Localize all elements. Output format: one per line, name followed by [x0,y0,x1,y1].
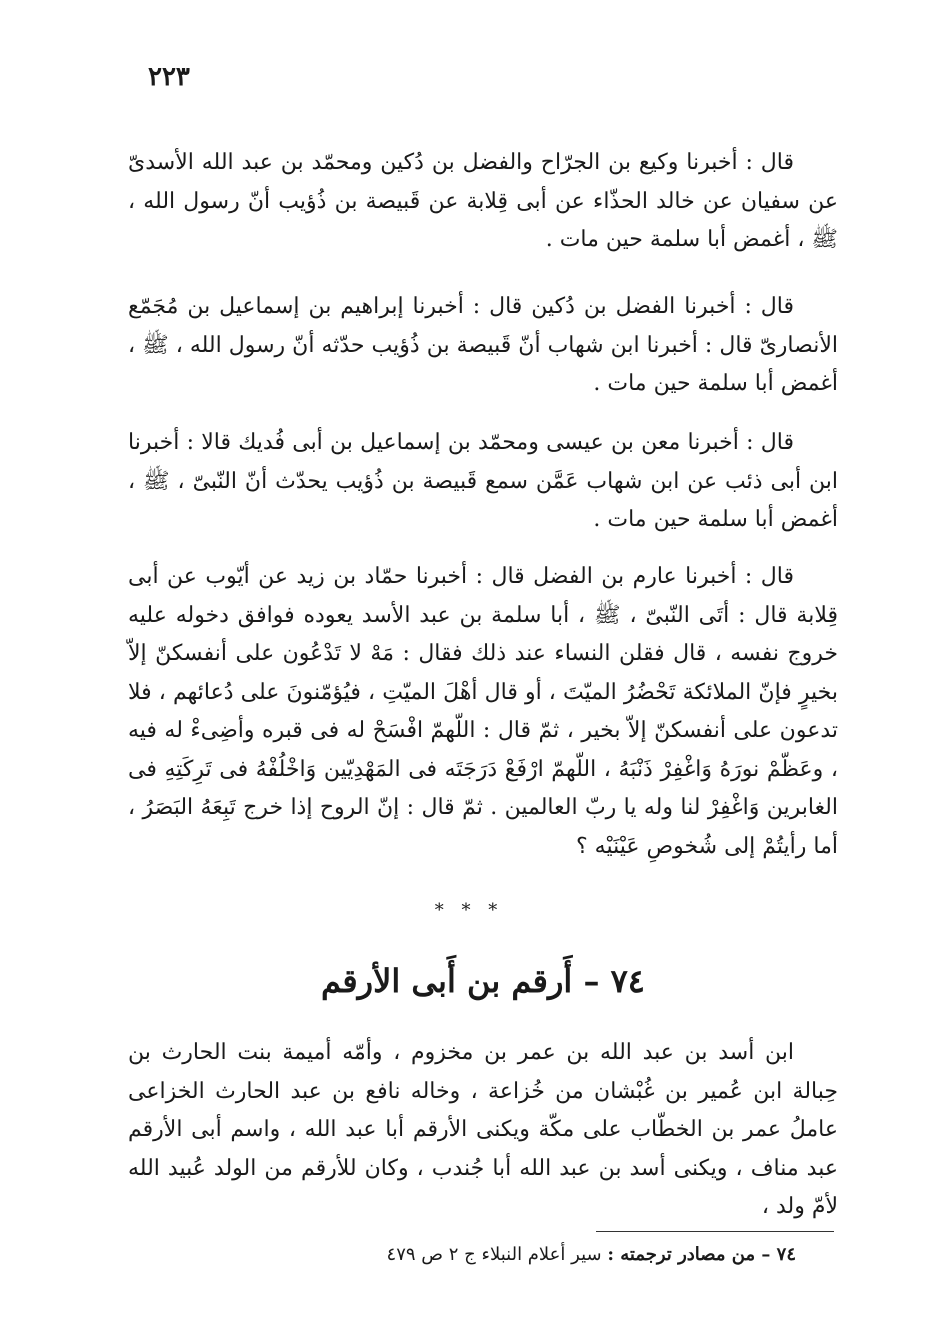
paragraph-2 [128,288,838,404]
section-separator: * * * [434,900,504,921]
footnote [128,1240,796,1270]
paragraph-4 [128,558,838,866]
paragraph-3-text: قال : أخبرنا معن بن عيسى ومحمّد بن إسماعيل بن أبى فُديك قالا : أخبرنا ابن أبى ذئب عن ابن شهاب عَمَّن سمع قَبيصة بن ذُؤيب يحدّث أنّ النّبىّ ، ﷺ ، أغمض أبا سلمة حين مات . [128,430,838,532]
section-paragraph [128,1034,838,1227]
footnote-label: ٧٤ – من مصادر ترجمته : [607,1244,796,1265]
paragraph-1 [128,144,838,260]
page-number: ٢٢٣ [148,62,190,92]
paragraph-2-text: قال : أخبرنا الفضل بن دُكين قال : أخبرنا إبراهيم بن إسماعيل بن مُجَمّع الأنصارىّ قال : أخبرنا ابن شهاب أنّ قَبيصة بن ذُؤيب حدّثه أنّ رسول الله ، ﷺ ، أغمض أبا سلمة حين مات . [128,294,838,396]
paragraph-4-text: قال : أخبرنا عارم بن الفضل قال : أخبرنا حمّاد بن زيد عن أيّوب عن أبى قِلابة قال : أتَى النّبىّ ، ﷺ ، أبا سلمة بن عبد الأسد يعوده فوافق دخوله عليه خروج نفسه ، قال فقلن النساء عند ذلك فقال : مَهْ لا تَدْعُون على أنفسكنّ إلاّ بخيرٍ فإنّ الملائكة تَحْضُرُ الميّتَ ، أو قال أهْلَ الميّتِ ، فيُؤمّنونَ على دُعائهم ، فلا تدعون على أنفسكنّ إلاّ بخير ، ثمّ قال : اللّهمّ افْسَحْ له فى قبره وأضِىءْ له فيه ، وعَظّمْ نورَهُ وَاغْفِرْ ذَنْبَهُ ، اللّهمّ ارْفَعْ دَرَجَتَه فى المَهْدِيّين وَاخْلُفْهُ فى تَرِكَتِهِ فى الغابرين وَاغْفِرْ لنا وله يا ربّ العالمين . ثمّ قال : إنّ الروح إذا خرج تَبِعَهُ البَصَرُ ، أما رأيتُمْ إلى شُخوصِ عَيْنَيْه ؟ [128,564,838,859]
footnote-text: سير أعلام النبلاء ج ٢ ص ٤٧٩ [386,1244,602,1265]
section-heading: ٧٤ – أَرقم بن أَبى الأرقم [321,962,645,1000]
paragraph-1-text: قال : أخبرنا وكيع بن الجرّاح والفضل بن دُكين ومحمّد بن عبد الله الأسدىّ عن سفيان عن خالد الحذّاء عن أبى قِلابة عن قَبيصة بن ذُؤيب أنّ رسول الله ، ﷺ ، أغمض أبا سلمة حين مات . [128,150,838,252]
footnote-divider [596,1231,834,1232]
paragraph-3 [128,424,838,540]
section-paragraph-text: ابن أسد بن عبد الله بن عمر بن مخزوم ، وأمّه أميمة بنت الحارث بن حِبالة ابن عُمير بن غُبْشان من خُزاعة ، وخاله نافع بن عبد الحارث الخزاعى عاملُ عمر بن الخطّاب على مكّة ويكنى الأرقم أبا عبد الله ، واسم أبى الأرقم عبد مناف ، ويكنى أسد بن عبد الله أبا جُندب ، وكان للأرقم من الولد عُبيد الله لأمّ ولد ، [128,1040,838,1219]
